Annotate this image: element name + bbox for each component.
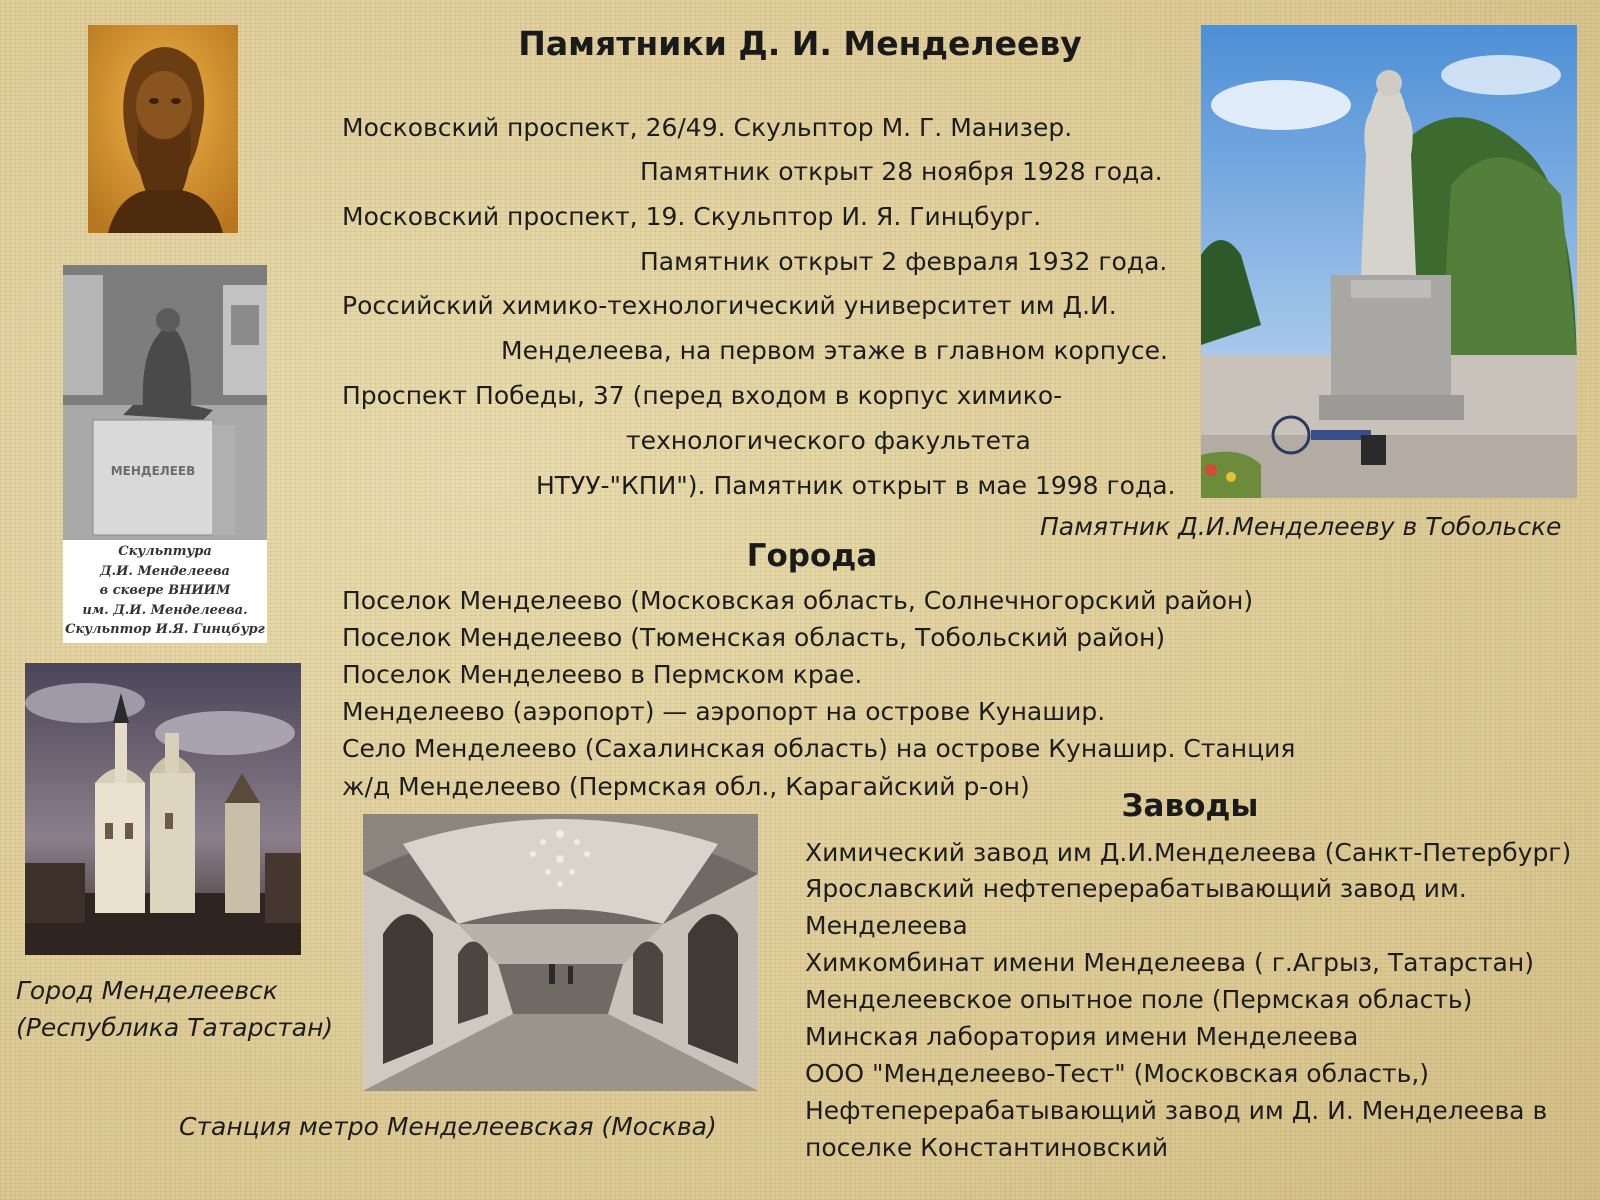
monument-line: Московский проспект, 26/49. Скульптор М. Г. Манизер.: [342, 113, 1073, 142]
metro-station-photo: [363, 814, 758, 1091]
sculpture-photo: [63, 265, 267, 540]
list-item: поселке Константиновский: [805, 1133, 1169, 1162]
pedestal-text: МЕНДЕЛЕЕВ: [110, 464, 196, 478]
list-item: Поселок Менделеево (Тюменская область, Тобольский район): [342, 623, 1166, 652]
mendeleevsk-caption-line: Город Менделеевск: [16, 976, 278, 1005]
list-item: Поселок Менделеево в Пермском крае.: [342, 660, 863, 689]
mendeleevsk-caption: [16, 972, 333, 1046]
monument-line: НТУУ-"КПИ"). Памятник открыт в мае 1998 года.: [536, 471, 1176, 500]
sculpture-caption-line: Скульптор И.Я. Гинцбург: [65, 622, 265, 637]
sculpture-caption-line: Скульптура: [118, 544, 212, 559]
monument-line: технологического факультета: [626, 426, 1031, 455]
tobolsk-monument-photo: [1201, 25, 1577, 498]
monument-line: Российский химико-технологический университет им Д.И.: [342, 291, 1117, 320]
sculpture-caption: [63, 540, 267, 643]
monument-line: Московский проспект, 19. Скульптор И. Я. Гинцбург.: [342, 202, 1042, 231]
list-item: Менделеево (аэропорт) — аэропорт на острове Кунашир.: [342, 697, 1106, 726]
list-item: Химический завод им Д.И.Менделеева (Санкт-Петербург): [805, 838, 1572, 867]
tobolsk-caption: Памятник Д.И.Менделееву в Тобольске: [1040, 512, 1562, 541]
monument-line: Проспект Победы, 37 (перед входом в корпус химико-: [342, 381, 1063, 410]
list-item: Менделеева: [805, 911, 968, 940]
list-item: Поселок Менделеево (Московская область, Солнечногорский район): [342, 586, 1254, 615]
monument-line: Памятник открыт 28 ноября 1928 года.: [640, 157, 1163, 186]
list-item: Химкомбинат имени Менделеева ( г.Агрыз, Татарстан): [805, 948, 1534, 977]
sculpture-caption-line: в сквере ВНИИМ: [99, 583, 231, 598]
mendeleevsk-caption-line: (Республика Татарстан): [16, 1013, 334, 1042]
list-item: ООО "Менделеево-Тест" (Московская область,): [805, 1059, 1430, 1088]
sculpture-caption-line: им. Д.И. Менделеева.: [82, 602, 248, 618]
monument-line: Памятник открыт 2 февраля 1932 года.: [640, 247, 1168, 276]
plants-heading: Заводы: [1121, 788, 1259, 824]
list-item: Ярославский нефтеперерабатывающий завод им.: [805, 874, 1467, 903]
list-item: ж/д Менделеево (Пермская обл., Карагайский р-он): [342, 772, 1030, 801]
list-item: Село Менделеево (Сахалинская область) на острове Кунашир. Станция: [342, 734, 1296, 763]
metro-caption: Станция метро Менделеевская (Москва): [179, 1112, 717, 1141]
page-title: Памятники Д. И. Менделееву: [518, 24, 1082, 63]
list-item: Минская лаборатория имени Менделеева: [805, 1022, 1359, 1051]
sculpture-caption-line: Д.И. Менделеева: [100, 563, 230, 579]
list-item: Менделеевское опытное поле (Пермская область): [805, 985, 1473, 1014]
bust-photo: [88, 25, 238, 233]
list-item: Нефтеперерабатывающий завод им Д. И. Менделеева в: [805, 1096, 1548, 1125]
mendeleevsk-photo: [25, 663, 301, 955]
monument-line: Менделеева, на первом этаже в главном корпусе.: [501, 336, 1168, 365]
cities-heading: Города: [746, 538, 878, 574]
